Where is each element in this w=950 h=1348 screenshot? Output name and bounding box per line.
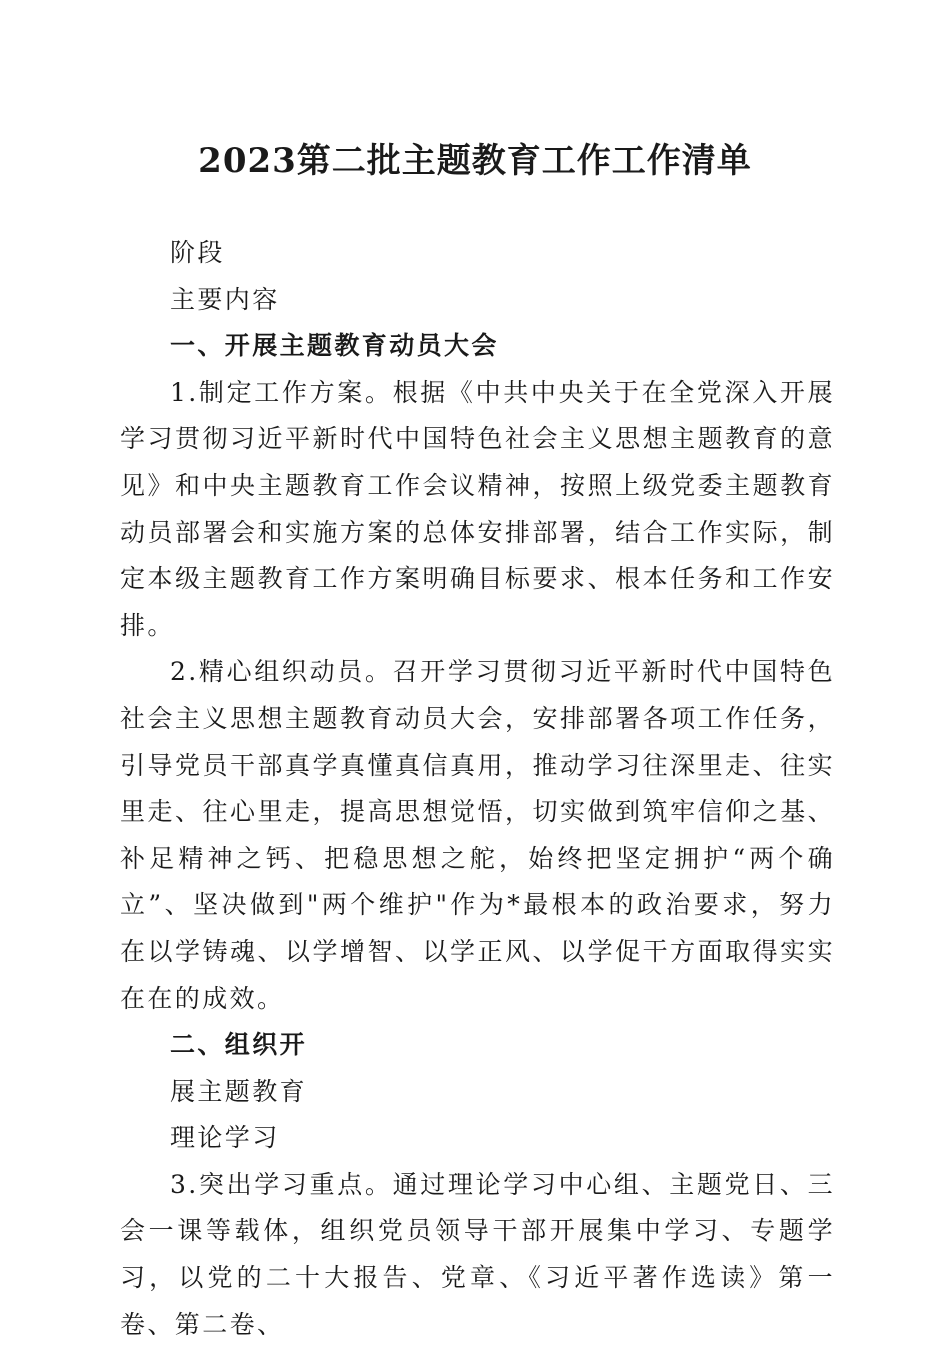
topic-education-line: 展主题教育 [170, 1076, 308, 1106]
paragraph-1: 1.制定工作方案。根据《中共中央关于在全党深入开展学习贯彻习近平新时代中国特色社会主义思想主题教育的意见》和中央主题教育工作会议精神，按照上级党委主题教育动员部署会和实施方案的总体安排部署，结合工作实际，制定本级主题教育工作方案明确目标要求、根本任务和工作安排。 [120, 377, 835, 640]
main-content-label: 主要内容 [170, 284, 280, 314]
stage-label: 阶段 [170, 238, 225, 267]
paragraph-3: 3.突出学习重点。通过理论学习中心组、主题党日、三会一课等载体，组织党员领导干部开展集中学习、专题学习，以党的二十大报告、党章、《习近平著作选读》第一卷、第二卷、 [120, 1169, 835, 1339]
document-body [120, 230, 835, 1348]
document-title: 2023第二批主题教育工作工作清单 [198, 141, 752, 181]
section-heading-2: 二、组织开 [170, 1030, 308, 1060]
section-heading-1: 一、开展主题教育动员大会 [170, 331, 499, 361]
paragraph-2: 2.精心组织动员。召开学习贯彻习近平新时代中国特色社会主义思想主题教育动员大会，安排部署各项工作任务，引导党员干部真学真懂真信真用，推动学习往深里走、往实里走、往心里走，提高思想觉悟，切实做到筑牢信仰之基、补足精神之钙、把稳思想之舵，始终把坚定拥护“两个确立”、坚决做到"两个维护"作为*最根本的政治要求，努力在以学铸魂、以学增智、以学正风、以学促干方面取得实实在在的成效。 [120, 657, 835, 1013]
theory-study-line: 理论学习 [170, 1123, 280, 1153]
